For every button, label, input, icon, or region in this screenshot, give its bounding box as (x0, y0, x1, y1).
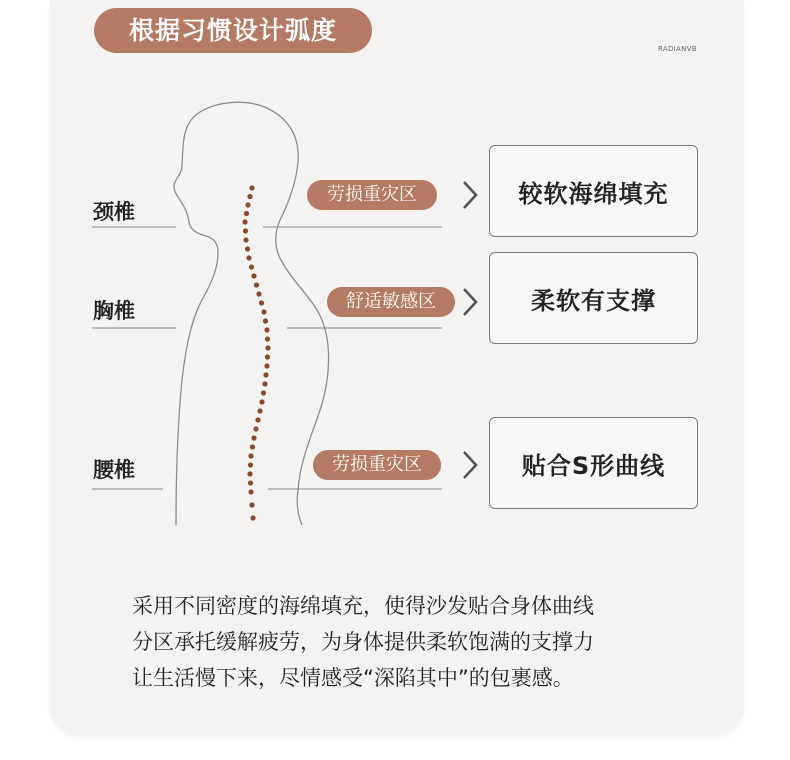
zone-label-waist: 腰椎 (93, 458, 135, 482)
zone-label-neck: 颈椎 (93, 200, 135, 224)
zone-label-chest: 胸椎 (93, 299, 135, 323)
spine-dot (259, 399, 264, 404)
spine-dot (249, 264, 254, 269)
spine-dot (247, 471, 252, 476)
spine-dot (253, 426, 258, 431)
spine-dot (251, 273, 256, 278)
spine-dot (247, 194, 252, 199)
spine-dot (248, 462, 253, 467)
spine-dot (242, 219, 247, 224)
description-text (132, 588, 692, 696)
spine-dot (254, 282, 259, 287)
spine-dot (262, 381, 267, 386)
feature-box-waist: 贴合S形曲线 (489, 417, 698, 509)
spine-dot (245, 202, 250, 207)
feature-box-neck: 较软海绵填充 (489, 145, 698, 237)
spine-dot (249, 502, 254, 507)
zone-tag-waist: 劳损重灾区 (313, 450, 441, 480)
spine-dot (261, 309, 266, 314)
body-silhouette (174, 102, 329, 525)
spine-dot (245, 246, 250, 251)
spine-dot (264, 327, 269, 332)
zone-tag-chest: 舒适敏感区 (327, 287, 455, 317)
description-line: 分区承托缓解疲劳，为身体提供柔软饱满的支撑力 (132, 630, 594, 654)
spine-dot (243, 237, 248, 242)
spine-dot (255, 417, 260, 422)
spine-dot (261, 390, 266, 395)
spine-dot (250, 444, 255, 449)
spine-dot (265, 345, 270, 350)
spine-dot (264, 363, 269, 368)
spine-dot (243, 228, 248, 233)
spine-dot (249, 185, 254, 190)
chevron-right-icon (461, 449, 479, 481)
feature-box-chest: 柔软有支撑 (489, 252, 698, 344)
spine-dot (256, 291, 261, 296)
spine-dot (265, 336, 270, 341)
section-title: 根据习惯设计弧度 (94, 8, 372, 53)
spine-dot (246, 255, 251, 260)
spine-dot (244, 211, 249, 216)
spine-dot (259, 300, 264, 305)
spine-dot (265, 354, 270, 359)
spine-dot (263, 372, 268, 377)
spine-dot (248, 453, 253, 458)
zone-tag-neck: 劳损重灾区 (307, 180, 437, 210)
spine-dot (263, 318, 268, 323)
spine-dots (242, 185, 270, 520)
chevron-right-icon (461, 286, 479, 318)
spine-dot (248, 480, 253, 485)
description-line: 采用不同密度的海绵填充，使得沙发贴合身体曲线 (132, 594, 594, 618)
brand-mark: RADIANVB (658, 45, 697, 53)
chevron-right-icon (461, 179, 479, 211)
description-line: 让生活慢下来，尽情感受“深陷其中”的包裹感。 (132, 666, 574, 690)
spine-dot (250, 515, 255, 520)
spine-dot (248, 489, 253, 494)
spine-dot (251, 435, 256, 440)
spine-dot (257, 408, 262, 413)
